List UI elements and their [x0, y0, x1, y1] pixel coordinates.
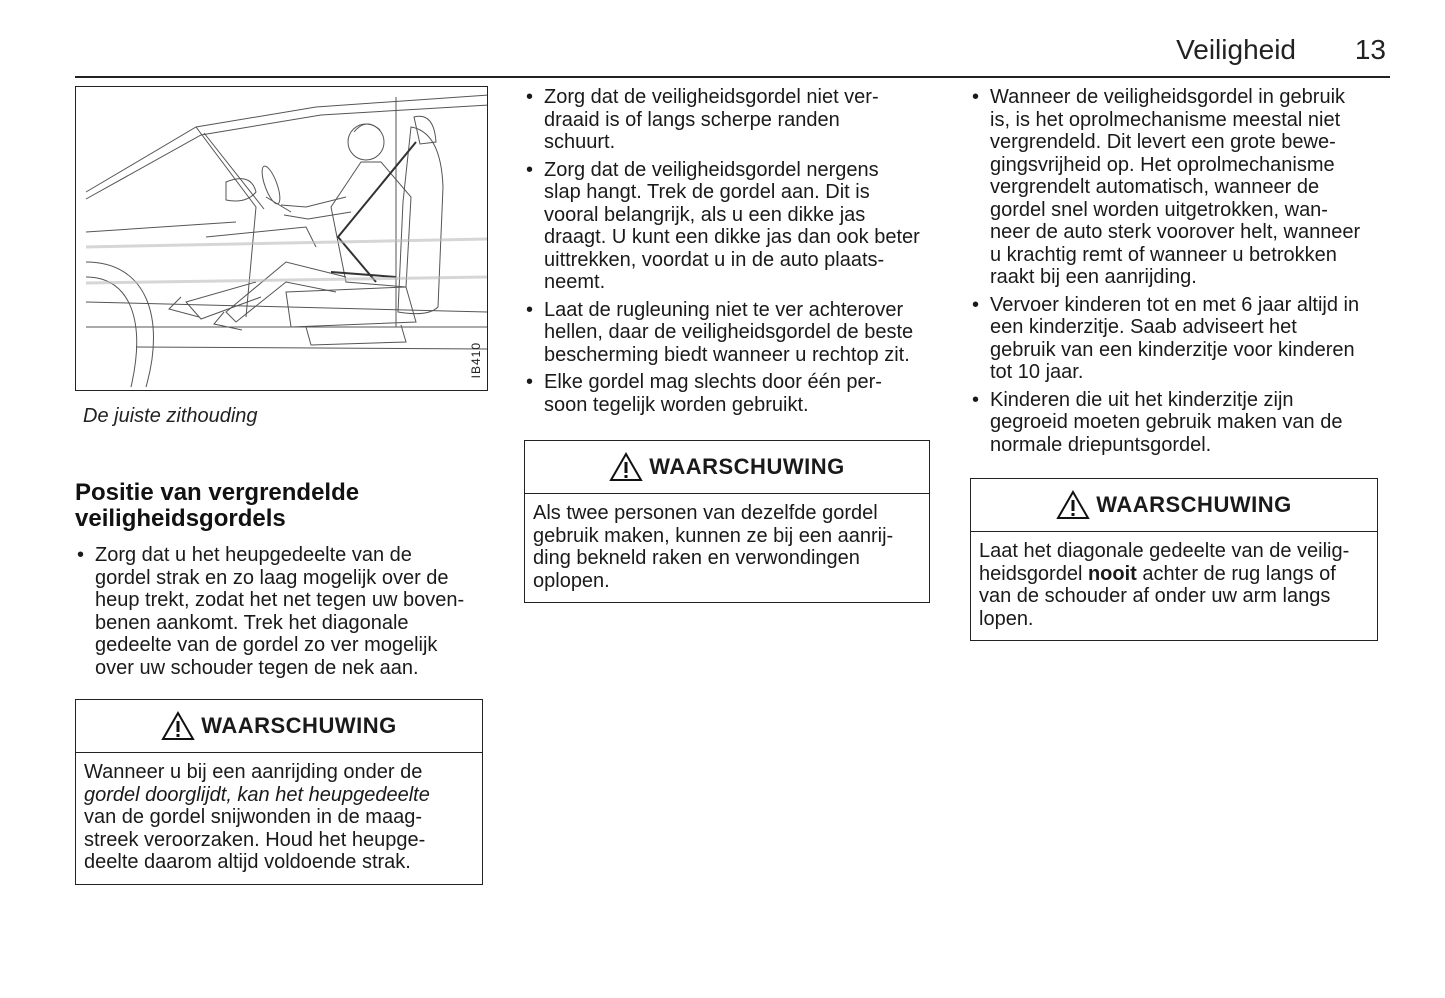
warning-header [971, 479, 1377, 532]
text-line: is, is het oprolmechanisme meestal niet [990, 108, 1341, 131]
car-seat-drawing [76, 87, 488, 391]
text-line: neemt. [544, 271, 606, 293]
text-line: van de gordel snijwonden in de maag- [84, 806, 422, 828]
text-line: uittrekken, voordat u in de auto plaats- [544, 248, 885, 271]
text-line: gebruik van een kinderzitje voor kinderen [990, 338, 1355, 361]
warning-text [525, 494, 929, 602]
text-line: gegroeid moeten gebruik maken van de [990, 411, 1343, 433]
bullet-list [524, 86, 934, 416]
text-line: raakt bij een aanrijding. [990, 266, 1197, 288]
bullet-list [75, 544, 490, 679]
figure-code: IB410 [469, 341, 483, 378]
text-line: gordel strak en zo laag mogelijk over de [95, 566, 449, 589]
text-line: gordel snel worden uitgetrokken, wan- [990, 198, 1328, 221]
text-line [84, 784, 474, 807]
text-line: hellen, daar de veiligheidsgordel de beste [544, 321, 914, 343]
list-item [75, 544, 490, 679]
text-line: benen aankomt. Trek het diagonale [95, 611, 409, 634]
text-line: schuurt. [544, 131, 616, 153]
column-2 [524, 86, 934, 603]
text-line: draagt. U kunt een dikke jas dan ook beter [544, 226, 920, 248]
text-line: • Zorg dat de veiligheidsgordel niet ver- [544, 86, 879, 108]
text-line [979, 563, 1369, 586]
text-line: oplopen. [533, 569, 610, 592]
text-line: • Kinderen die uit het kinderzitje zijn [990, 388, 1294, 411]
text-line: over uw schouder tegen de nek aan. [95, 656, 419, 679]
text-line: • Wanneer de veiligheidsgordel in gebruik [990, 86, 1346, 108]
heading-line: Positie van vergrendelde [75, 479, 360, 506]
warning-text [971, 532, 1377, 640]
page-number: 13 [1354, 34, 1386, 65]
warning-triangle-icon [1056, 490, 1090, 520]
list-item [970, 294, 1380, 384]
warning-triangle-icon [161, 711, 195, 741]
text-line: Laat het diagonale gedeelte van de veilig- [979, 540, 1350, 562]
text-line: • Zorg dat de veiligheidsgordel nergens [544, 158, 879, 181]
text-line: neer de auto sterk voorover helt, wanneer [990, 221, 1361, 243]
text-line: gebruik maken, kunnen ze bij een aanrij- [533, 524, 894, 547]
warning-box [75, 699, 483, 885]
figure-caption: De juiste zithouding [83, 405, 258, 427]
text-line: • Vervoer kinderen tot en met 6 jaar altijd in [990, 293, 1360, 316]
warning-text [76, 753, 482, 884]
text-line: vergrendeld. Dit levert een grote bewe- [990, 131, 1336, 153]
text-line: een kinderzitje. Saab adviseert het [990, 316, 1297, 338]
warning-title: WAARSCHUWING [1096, 492, 1292, 517]
column-1 [75, 86, 490, 885]
list-item [524, 299, 934, 367]
text-line: van de schouder af onder uw arm langs [979, 585, 1331, 607]
text-line: lopen. [979, 607, 1034, 630]
text-line: • Laat de rugleuning niet te ver achterover [544, 298, 904, 321]
warning-header [76, 700, 482, 753]
text-line: bescherming biedt wanneer u rechtop zit. [544, 343, 910, 366]
text-line: deelte daarom altijd voldoende strak. [84, 851, 411, 873]
text-line: gingsvrijheid op. Het oprolmechanisme [990, 153, 1335, 176]
seating-position-illustration [75, 86, 488, 391]
warning-title: WAARSCHUWING [201, 713, 397, 738]
emphasis-text: nooit [1087, 562, 1137, 585]
heading-line: veiligheidsgordels [75, 505, 286, 532]
text-line: Als twee personen van dezelfde gordel [533, 502, 878, 524]
warning-header [525, 441, 929, 494]
section-title: Veiligheid [1176, 34, 1296, 65]
text-line: streek veroorzaken. Houd het heupge- [84, 828, 426, 851]
text-segment: achter de rug langs of [1136, 562, 1336, 585]
list-item [970, 86, 1380, 289]
text-italic: gordel doorglijdt, kan het heupgedeelte [84, 783, 430, 806]
text-line: normale driepuntsgordel. [990, 433, 1212, 456]
text-segment: heidsgordel [979, 562, 1088, 585]
list-item [524, 86, 934, 154]
warning-title: WAARSCHUWING [649, 454, 845, 479]
text-line: • Elke gordel mag slechts door één per- [544, 371, 882, 393]
text-line: draaid is of langs scherpe randen [544, 108, 840, 131]
text-line: gedeelte van de gordel zo ver mogelijk [95, 634, 438, 656]
warning-box [524, 440, 930, 603]
column-3 [970, 86, 1380, 641]
text-line: ding bekneld raken en verwondingen [533, 547, 860, 569]
text-line: heup trekt, zodat het net tegen uw boven- [95, 589, 465, 611]
warning-box [970, 478, 1378, 641]
text-line: vergrendelt automatisch, wanneer de [990, 176, 1320, 198]
text-line: tot 10 jaar. [990, 361, 1084, 383]
section-heading [75, 480, 490, 532]
text-line: slap hangt. Trek de gordel aan. Dit is [544, 181, 870, 203]
text-line: u krachtig remt of wanneer u betrokken [990, 243, 1337, 266]
list-item [970, 389, 1380, 457]
bullet-list [970, 86, 1380, 456]
text-line: Wanneer u bij een aanrijding onder de [84, 761, 423, 783]
warning-triangle-icon [609, 452, 643, 482]
list-item [524, 159, 934, 294]
page-header [75, 30, 1390, 78]
list-item [524, 371, 934, 416]
text-line: • Zorg dat u het heupgedeelte van de [95, 544, 412, 566]
text-line: vooral belangrijk, als u een dikke jas [544, 203, 866, 226]
text-line: soon tegelijk worden gebruikt. [544, 393, 809, 416]
